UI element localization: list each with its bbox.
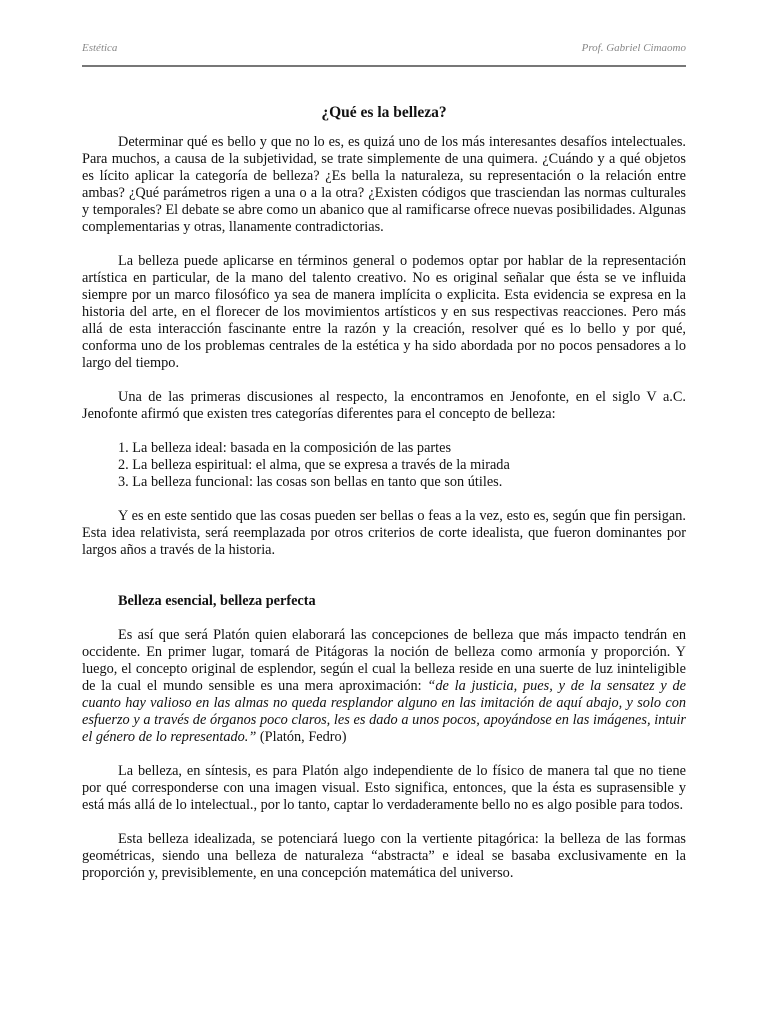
header-rule (82, 65, 686, 67)
document-title: ¿Qué es la belleza? (321, 104, 447, 121)
page-header (82, 42, 686, 54)
header-author: Prof. Gabriel Cimaomo (581, 42, 686, 54)
list-item: 3. La belleza funcional: las cosas son bellas en tanto que son útiles. (118, 474, 503, 490)
list-item: 2. La belleza espiritual: el alma, que se expresa a través de la mirada (118, 457, 510, 473)
paragraph-2: La belleza puede aplicarse en términos general o podemos optar por hablar de la representación artística en particular, de la mano del talento creativo. No es original señalar que ésta se ve influida siempre por un marco filosófico ya sea de manera implícita o explicita. Esta evidencia se expresa en la historia del arte, en el florecer de los movimientos artísticos y en sus respectivas reacciones. Pero más allá de esta interacción fascinante entre la razón y la creación, resolver qué es lo bello y por qué, conforma uno de los problemas centrales de la estética y ha sido abordada por no pocos pensadores a lo largo del tiempo. (82, 253, 686, 371)
paragraph-3: Una de las primeras discusiones al respecto, la encontramos en Jenofonte, en el siglo V a.C. Jenofonte afirmó que existen tres categorías diferentes para el concepto de belleza: (82, 389, 686, 422)
paragraph-7: Esta belleza idealizada, se potenciará luego con la vertiente pitagórica: la belleza de las formas geométricas, siendo una belleza de naturaleza “abstracta” e ideal se basaba exclusivamente en la proporción y, previsiblemente, en una concepción matemática del universo. (82, 831, 686, 881)
plato-quote: “de la justicia, pues, y de la sensatez y de cuanto hay valioso en las almas no queda resplandor alguno en las imitación de aquí abajo, y solo con esfuerzo y a través de órganos poco claros, les es dado a unos pocos, apoyándose en las imágenes, intuir el género de lo representado.” (82, 678, 686, 745)
section-title: Belleza esencial, belleza perfecta (118, 593, 316, 609)
list-item: 1. La belleza ideal: basada en la composición de las partes (118, 440, 452, 456)
beauty-categories-list (82, 440, 686, 491)
paragraph-5 (82, 627, 686, 746)
paragraph-4: Y es en este sentido que las cosas pueden ser bellas o feas a la vez, esto es, según que fin persigan. Esta idea relativista, será reemplazada por otros criterios de corte idealista, que fueron dominantes por largos años a través de la historia. (82, 508, 686, 558)
document-body (82, 104, 686, 899)
header-subject: Estética (82, 42, 118, 54)
paragraph-1: Determinar qué es bello y que no lo es, es quizá uno de los más interesantes desafíos intelectuales. Para muchos, a causa de la subjetividad, se trate simplemente de una quimera. ¿Cuándo y a qué objetos es lícito aplicar la categoría de belleza? ¿Es bella la naturaleza, su representación o la relación entre ambas? ¿Qué parámetros rigen a una o a la otra? ¿Existen códigos que trasciendan las normas culturales y temporales? El debate se abre como un abanico que al ramificarse ofrece nuevas posibilidades. Algunas complementarias y otras, llanamente contradictorias. (82, 134, 686, 235)
quote-citation: (Platón, Fedro) (256, 729, 347, 745)
paragraph-6: La belleza, en síntesis, es para Platón algo independiente de lo físico de manera tal que no tiene por qué corresponderse con una imagen visual. Esto significa, entonces, que la ésta es suprasensible y está más allá de lo intelectual., por lo tanto, captar lo verdaderamente bello no es algo posible para todos. (82, 763, 686, 813)
paragraph-5-text: Es así que será Platón quien elaborará las concepciones de belleza que más impacto tendrán en occidente. En primer lugar, tomará de Pitágoras la noción de belleza como armonía y proporción. Y luego, el concepto original de esplendor, según el cual la belleza reside en una suerte de luz ininteligible de la cual el mundo sensible es una mera aproximación: (82, 627, 686, 694)
